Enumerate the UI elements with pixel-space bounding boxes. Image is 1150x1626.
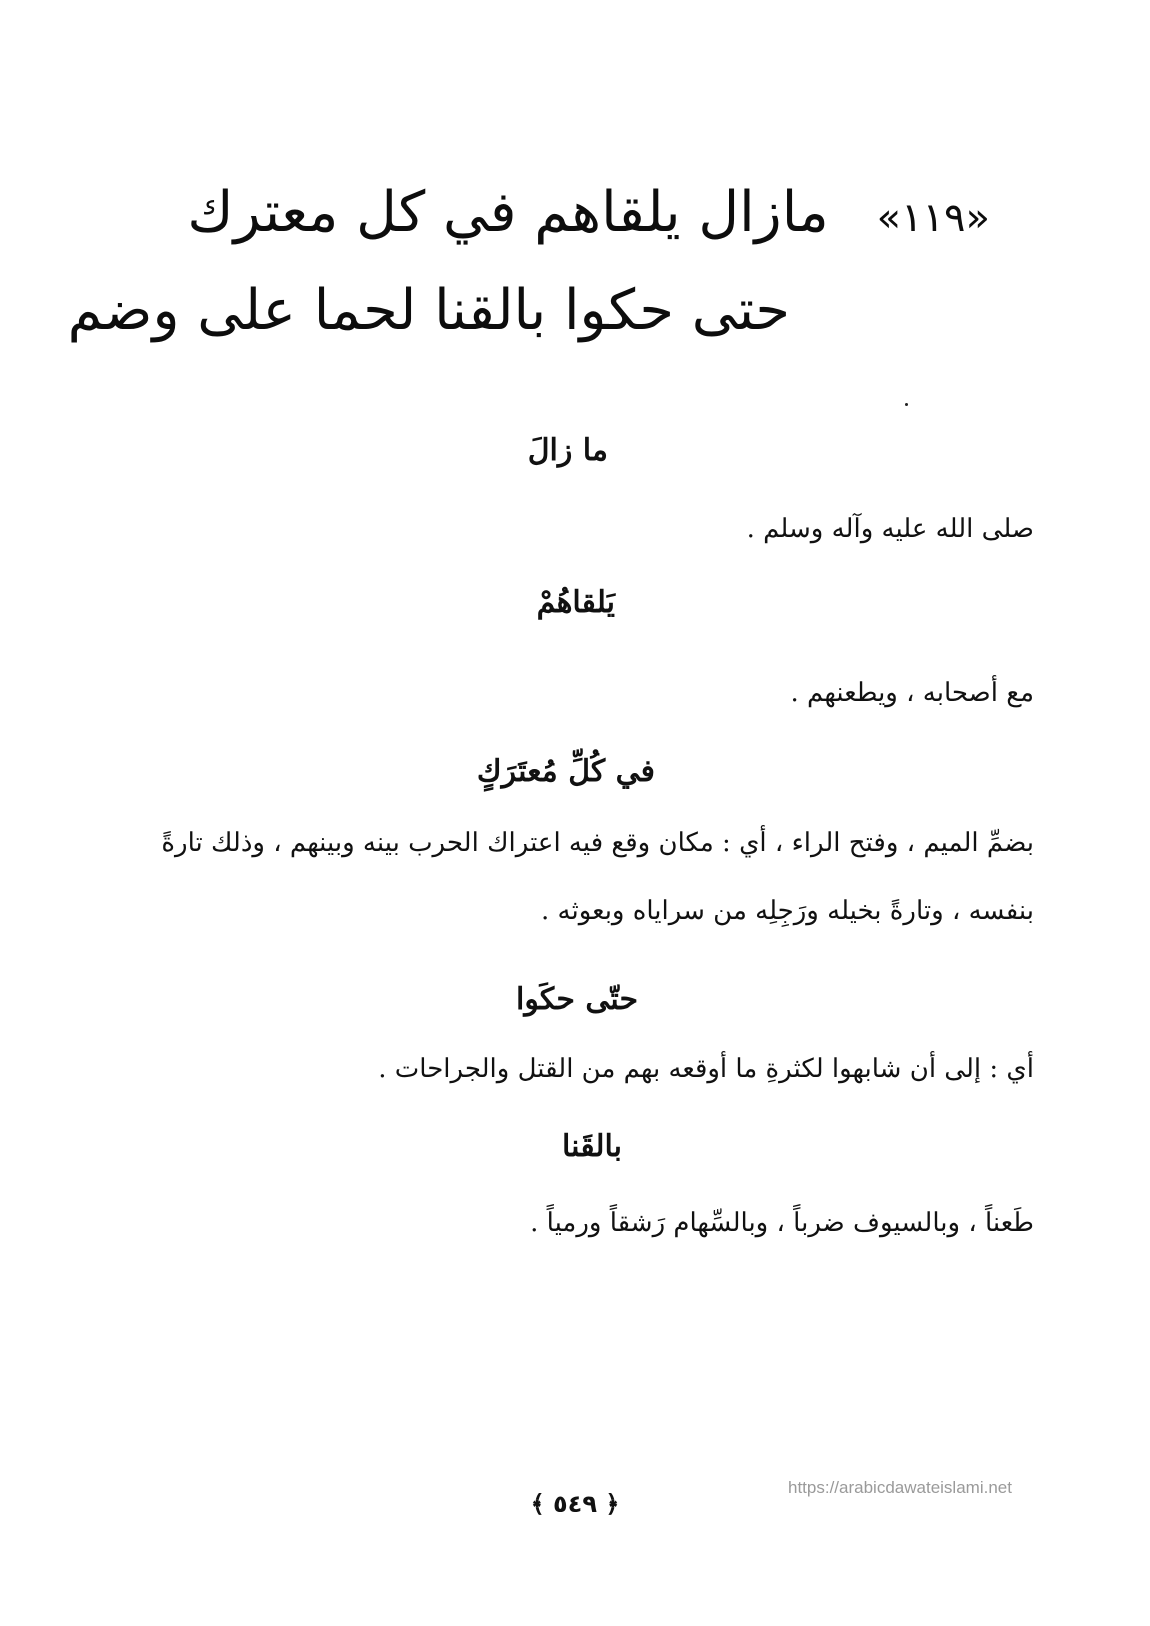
stray-dot bbox=[905, 403, 908, 406]
page-number: ﴿ ٥٤٩ ﴾ bbox=[530, 1490, 620, 1518]
verse-line-2: حتى حكوا بالقنا لحما على وضم bbox=[67, 278, 790, 343]
section-heading-2: يَلقاهُمْ bbox=[536, 585, 615, 620]
verse-line-1-text: مازال يلقاهم في كل معترك bbox=[187, 180, 829, 245]
section-heading-3: في كُلِّ مُعتَرَكٍ bbox=[476, 754, 655, 789]
section-heading-5: بالقَنا bbox=[562, 1129, 622, 1164]
watermark-url: https://arabicdawateislami.net bbox=[788, 1478, 1012, 1497]
section-text-1: صلى الله عليه وآله وسلم . bbox=[746, 514, 1034, 544]
section-heading-1: ما زالَ bbox=[527, 433, 608, 468]
verse-line-1 bbox=[187, 180, 990, 245]
section-text-2: مع أصحابه ، ويطعنهم . bbox=[790, 678, 1034, 708]
verse-number: «١١٩» bbox=[876, 195, 990, 241]
section-text-5: طَعناً ، وبالسيوف ضرباً ، وبالسِّهام رَشقاً ورمياً . bbox=[530, 1208, 1034, 1238]
section-text-3-line-2: بنفسه ، وتارةً بخيله ورَجِلِه من سراياه وبعوثه . bbox=[541, 896, 1034, 926]
section-heading-4: حتّى حكَوا bbox=[516, 982, 638, 1017]
section-text-3-line-1: بضمِّ الميم ، وفتح الراء ، أي : مكان وقع فيه اعتراك الحرب بينه وبينهم ، وذلك تارةً bbox=[161, 828, 1034, 858]
section-text-4: أي : إلى أن شابهوا لكثرةِ ما أوقعه بهم من القتل والجراحات . bbox=[378, 1054, 1034, 1084]
